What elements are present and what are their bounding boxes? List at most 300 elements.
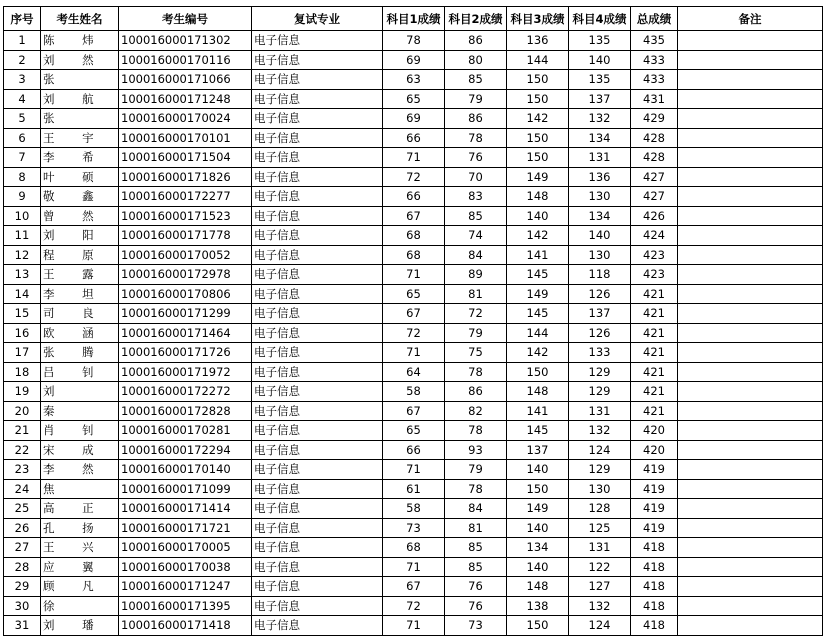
cell-id: 100016000170052	[119, 245, 252, 265]
cell-total: 423	[631, 265, 678, 285]
cell-score1: 78	[383, 31, 445, 51]
table-row	[4, 245, 823, 265]
cell-score4: 131	[569, 538, 631, 558]
cell-score4: 118	[569, 265, 631, 285]
cell-no: 30	[4, 596, 41, 616]
cell-major: 电子信息	[252, 70, 383, 90]
table-row	[4, 70, 823, 90]
cell-score2: 78	[445, 479, 507, 499]
cell-total: 423	[631, 245, 678, 265]
cell-name: 陈 炜	[41, 31, 119, 51]
cell-score4: 130	[569, 245, 631, 265]
cell-id: 100016000170116	[119, 50, 252, 70]
table-row	[4, 596, 823, 616]
cell-name: 敬 鑫	[41, 187, 119, 207]
cell-total: 429	[631, 109, 678, 129]
cell-score1: 71	[383, 148, 445, 168]
table-row	[4, 167, 823, 187]
cell-score3: 149	[507, 499, 569, 519]
cell-major: 电子信息	[252, 518, 383, 538]
cell-name: 刘 航	[41, 89, 119, 109]
cell-id: 100016000170101	[119, 128, 252, 148]
cell-score1: 68	[383, 538, 445, 558]
cell-total: 427	[631, 187, 678, 207]
cell-score1: 71	[383, 343, 445, 363]
cell-score3: 142	[507, 226, 569, 246]
cell-score2: 83	[445, 187, 507, 207]
cell-no: 1	[4, 31, 41, 51]
cell-score1: 65	[383, 284, 445, 304]
cell-no: 6	[4, 128, 41, 148]
cell-id: 100016000171066	[119, 70, 252, 90]
cell-name: 顾 凡	[41, 577, 119, 597]
table-row	[4, 382, 823, 402]
cell-major: 电子信息	[252, 440, 383, 460]
cell-total: 421	[631, 343, 678, 363]
cell-total: 431	[631, 89, 678, 109]
cell-no: 21	[4, 421, 41, 441]
cell-total: 418	[631, 616, 678, 636]
table-row	[4, 538, 823, 558]
cell-id: 100016000171248	[119, 89, 252, 109]
cell-score4: 127	[569, 577, 631, 597]
cell-major: 电子信息	[252, 206, 383, 226]
cell-id: 100016000171395	[119, 596, 252, 616]
cell-total: 419	[631, 460, 678, 480]
cell-score3: 138	[507, 596, 569, 616]
cell-score3: 141	[507, 245, 569, 265]
cell-id: 100016000172294	[119, 440, 252, 460]
cell-name: 程 原	[41, 245, 119, 265]
cell-no: 26	[4, 518, 41, 538]
cell-note	[678, 187, 823, 207]
cell-total: 421	[631, 362, 678, 382]
cell-name: 张	[41, 70, 119, 90]
cell-no: 3	[4, 70, 41, 90]
cell-id: 100016000171504	[119, 148, 252, 168]
cell-score4: 140	[569, 50, 631, 70]
cell-total: 418	[631, 538, 678, 558]
cell-score1: 71	[383, 557, 445, 577]
cell-name: 秦	[41, 401, 119, 421]
cell-score4: 132	[569, 421, 631, 441]
cell-score3: 145	[507, 304, 569, 324]
cell-no: 16	[4, 323, 41, 343]
cell-major: 电子信息	[252, 479, 383, 499]
cell-note	[678, 304, 823, 324]
cell-no: 9	[4, 187, 41, 207]
cell-major: 电子信息	[252, 128, 383, 148]
cell-score3: 141	[507, 401, 569, 421]
cell-total: 435	[631, 31, 678, 51]
cell-score4: 129	[569, 382, 631, 402]
cell-no: 11	[4, 226, 41, 246]
cell-major: 电子信息	[252, 148, 383, 168]
header-cell-no: 序号	[4, 7, 41, 31]
table-row	[4, 323, 823, 343]
table-body	[4, 31, 823, 636]
cell-major: 电子信息	[252, 31, 383, 51]
cell-score4: 129	[569, 460, 631, 480]
header-cell-score1: 科目1成绩	[383, 7, 445, 31]
cell-name: 徐	[41, 596, 119, 616]
cell-score3: 150	[507, 128, 569, 148]
table-row	[4, 148, 823, 168]
table-row	[4, 206, 823, 226]
cell-score1: 61	[383, 479, 445, 499]
cell-score4: 135	[569, 70, 631, 90]
cell-total: 421	[631, 323, 678, 343]
cell-id: 100016000172277	[119, 187, 252, 207]
cell-name: 李 坦	[41, 284, 119, 304]
cell-score2: 86	[445, 109, 507, 129]
cell-note	[678, 616, 823, 636]
cell-total: 418	[631, 577, 678, 597]
cell-score3: 137	[507, 440, 569, 460]
header-cell-major: 复试专业	[252, 7, 383, 31]
cell-note	[678, 265, 823, 285]
cell-score1: 65	[383, 89, 445, 109]
cell-score2: 86	[445, 382, 507, 402]
cell-score4: 132	[569, 109, 631, 129]
cell-score1: 69	[383, 109, 445, 129]
header-cell-name: 考生姓名	[41, 7, 119, 31]
cell-id: 100016000171826	[119, 167, 252, 187]
table-row	[4, 518, 823, 538]
cell-score4: 131	[569, 401, 631, 421]
cell-score3: 140	[507, 557, 569, 577]
cell-score1: 66	[383, 440, 445, 460]
cell-major: 电子信息	[252, 245, 383, 265]
cell-major: 电子信息	[252, 616, 383, 636]
cell-id: 100016000171726	[119, 343, 252, 363]
cell-score1: 68	[383, 245, 445, 265]
cell-score2: 81	[445, 518, 507, 538]
table-row	[4, 616, 823, 636]
cell-score3: 145	[507, 265, 569, 285]
cell-id: 100016000171721	[119, 518, 252, 538]
cell-major: 电子信息	[252, 50, 383, 70]
cell-total: 419	[631, 479, 678, 499]
cell-no: 27	[4, 538, 41, 558]
cell-id: 100016000171247	[119, 577, 252, 597]
cell-note	[678, 538, 823, 558]
cell-major: 电子信息	[252, 323, 383, 343]
table-row	[4, 109, 823, 129]
cell-score1: 69	[383, 50, 445, 70]
cell-score4: 134	[569, 128, 631, 148]
cell-score2: 79	[445, 89, 507, 109]
header-cell-score3: 科目3成绩	[507, 7, 569, 31]
cell-no: 15	[4, 304, 41, 324]
cell-no: 4	[4, 89, 41, 109]
cell-id: 100016000171299	[119, 304, 252, 324]
cell-score1: 66	[383, 128, 445, 148]
cell-score1: 71	[383, 460, 445, 480]
cell-id: 100016000172978	[119, 265, 252, 285]
cell-major: 电子信息	[252, 460, 383, 480]
cell-no: 23	[4, 460, 41, 480]
table-row	[4, 284, 823, 304]
cell-note	[678, 557, 823, 577]
cell-score2: 79	[445, 323, 507, 343]
cell-score3: 144	[507, 323, 569, 343]
cell-id: 100016000170038	[119, 557, 252, 577]
cell-name: 欧 涵	[41, 323, 119, 343]
cell-score2: 85	[445, 538, 507, 558]
cell-score1: 67	[383, 304, 445, 324]
table-row	[4, 89, 823, 109]
cell-score2: 89	[445, 265, 507, 285]
cell-name: 宋 成	[41, 440, 119, 460]
cell-name: 司 良	[41, 304, 119, 324]
cell-no: 28	[4, 557, 41, 577]
cell-major: 电子信息	[252, 89, 383, 109]
cell-score3: 150	[507, 148, 569, 168]
cell-name: 王 兴	[41, 538, 119, 558]
cell-score4: 131	[569, 148, 631, 168]
cell-score3: 145	[507, 421, 569, 441]
cell-note	[678, 362, 823, 382]
cell-id: 100016000170024	[119, 109, 252, 129]
cell-id: 100016000171418	[119, 616, 252, 636]
cell-name: 肖 钊	[41, 421, 119, 441]
cell-score2: 78	[445, 362, 507, 382]
cell-no: 17	[4, 343, 41, 363]
cell-note	[678, 596, 823, 616]
cell-score2: 75	[445, 343, 507, 363]
cell-major: 电子信息	[252, 284, 383, 304]
cell-score2: 78	[445, 421, 507, 441]
cell-id: 100016000171099	[119, 479, 252, 499]
cell-total: 427	[631, 167, 678, 187]
cell-total: 419	[631, 499, 678, 519]
cell-note	[678, 499, 823, 519]
cell-score1: 72	[383, 167, 445, 187]
cell-note	[678, 109, 823, 129]
cell-score2: 76	[445, 148, 507, 168]
cell-score1: 67	[383, 206, 445, 226]
cell-score3: 148	[507, 382, 569, 402]
cell-name: 焦	[41, 479, 119, 499]
cell-score4: 132	[569, 596, 631, 616]
table-row	[4, 401, 823, 421]
cell-name: 高 正	[41, 499, 119, 519]
cell-score3: 140	[507, 518, 569, 538]
cell-name: 王 宇	[41, 128, 119, 148]
cell-major: 电子信息	[252, 538, 383, 558]
cell-score1: 71	[383, 616, 445, 636]
cell-score1: 64	[383, 362, 445, 382]
cell-score4: 137	[569, 89, 631, 109]
cell-score1: 72	[383, 323, 445, 343]
cell-total: 433	[631, 70, 678, 90]
cell-score4: 124	[569, 616, 631, 636]
cell-note	[678, 148, 823, 168]
cell-score1: 67	[383, 401, 445, 421]
cell-no: 13	[4, 265, 41, 285]
cell-note	[678, 440, 823, 460]
cell-note	[678, 167, 823, 187]
cell-score2: 79	[445, 460, 507, 480]
cell-no: 10	[4, 206, 41, 226]
cell-no: 7	[4, 148, 41, 168]
cell-major: 电子信息	[252, 382, 383, 402]
table-row	[4, 31, 823, 51]
cell-score1: 73	[383, 518, 445, 538]
cell-total: 420	[631, 440, 678, 460]
cell-score4: 140	[569, 226, 631, 246]
cell-major: 电子信息	[252, 499, 383, 519]
cell-score4: 124	[569, 440, 631, 460]
cell-score2: 74	[445, 226, 507, 246]
cell-name: 曾 然	[41, 206, 119, 226]
cell-total: 428	[631, 128, 678, 148]
cell-score2: 86	[445, 31, 507, 51]
cell-major: 电子信息	[252, 226, 383, 246]
cell-note	[678, 577, 823, 597]
cell-score2: 80	[445, 50, 507, 70]
cell-score4: 130	[569, 479, 631, 499]
cell-score2: 93	[445, 440, 507, 460]
cell-score2: 84	[445, 499, 507, 519]
cell-name: 刘 璠	[41, 616, 119, 636]
table-row	[4, 577, 823, 597]
cell-score1: 58	[383, 382, 445, 402]
cell-score4: 126	[569, 323, 631, 343]
cell-name: 王 露	[41, 265, 119, 285]
cell-major: 电子信息	[252, 596, 383, 616]
cell-name: 吕 钊	[41, 362, 119, 382]
cell-id: 100016000171464	[119, 323, 252, 343]
cell-note	[678, 343, 823, 363]
cell-total: 421	[631, 401, 678, 421]
cell-id: 100016000172272	[119, 382, 252, 402]
cell-no: 19	[4, 382, 41, 402]
cell-name: 刘 然	[41, 50, 119, 70]
cell-name: 李 然	[41, 460, 119, 480]
cell-score3: 150	[507, 616, 569, 636]
cell-score2: 81	[445, 284, 507, 304]
table-header	[4, 7, 823, 31]
cell-total: 419	[631, 518, 678, 538]
cell-score3: 140	[507, 206, 569, 226]
cell-score2: 85	[445, 206, 507, 226]
cell-id: 100016000171972	[119, 362, 252, 382]
cell-major: 电子信息	[252, 109, 383, 129]
cell-no: 2	[4, 50, 41, 70]
cell-score1: 72	[383, 596, 445, 616]
cell-score3: 149	[507, 284, 569, 304]
cell-major: 电子信息	[252, 362, 383, 382]
table-row	[4, 128, 823, 148]
cell-name: 应 翼	[41, 557, 119, 577]
header-cell-score4: 科目4成绩	[569, 7, 631, 31]
cell-score3: 142	[507, 109, 569, 129]
cell-score4: 133	[569, 343, 631, 363]
cell-total: 418	[631, 596, 678, 616]
cell-score2: 72	[445, 304, 507, 324]
cell-total: 424	[631, 226, 678, 246]
cell-score4: 122	[569, 557, 631, 577]
cell-no: 14	[4, 284, 41, 304]
cell-score3: 150	[507, 70, 569, 90]
table-row	[4, 479, 823, 499]
cell-no: 5	[4, 109, 41, 129]
cell-score1: 65	[383, 421, 445, 441]
cell-id: 100016000170806	[119, 284, 252, 304]
cell-score3: 140	[507, 460, 569, 480]
table-row	[4, 421, 823, 441]
table-row	[4, 362, 823, 382]
cell-note	[678, 518, 823, 538]
cell-note	[678, 382, 823, 402]
score-table	[3, 6, 823, 636]
table-row	[4, 343, 823, 363]
cell-no: 12	[4, 245, 41, 265]
cell-note	[678, 70, 823, 90]
cell-total: 421	[631, 382, 678, 402]
cell-score3: 150	[507, 362, 569, 382]
cell-score2: 76	[445, 577, 507, 597]
cell-note	[678, 31, 823, 51]
cell-total: 428	[631, 148, 678, 168]
cell-id: 100016000170005	[119, 538, 252, 558]
cell-major: 电子信息	[252, 304, 383, 324]
cell-score1: 66	[383, 187, 445, 207]
cell-score1: 71	[383, 265, 445, 285]
cell-note	[678, 245, 823, 265]
cell-score1: 68	[383, 226, 445, 246]
cell-score4: 135	[569, 31, 631, 51]
cell-id: 100016000172828	[119, 401, 252, 421]
cell-total: 426	[631, 206, 678, 226]
cell-note	[678, 460, 823, 480]
cell-note	[678, 226, 823, 246]
table-row	[4, 499, 823, 519]
cell-id: 100016000171778	[119, 226, 252, 246]
header-row	[4, 7, 823, 31]
cell-total: 418	[631, 557, 678, 577]
cell-note	[678, 128, 823, 148]
cell-score4: 137	[569, 304, 631, 324]
cell-score2: 78	[445, 128, 507, 148]
cell-score1: 67	[383, 577, 445, 597]
cell-no: 24	[4, 479, 41, 499]
cell-score4: 129	[569, 362, 631, 382]
cell-score4: 128	[569, 499, 631, 519]
header-cell-id: 考生编号	[119, 7, 252, 31]
cell-score3: 142	[507, 343, 569, 363]
cell-no: 25	[4, 499, 41, 519]
cell-score3: 150	[507, 479, 569, 499]
cell-score4: 130	[569, 187, 631, 207]
cell-id: 100016000171302	[119, 31, 252, 51]
cell-name: 张	[41, 109, 119, 129]
cell-name: 刘 阳	[41, 226, 119, 246]
cell-note	[678, 401, 823, 421]
table-row	[4, 440, 823, 460]
cell-id: 100016000170140	[119, 460, 252, 480]
header-cell-score2: 科目2成绩	[445, 7, 507, 31]
table-row	[4, 265, 823, 285]
cell-note	[678, 284, 823, 304]
cell-score2: 82	[445, 401, 507, 421]
cell-no: 20	[4, 401, 41, 421]
cell-score3: 148	[507, 187, 569, 207]
cell-score4: 125	[569, 518, 631, 538]
cell-major: 电子信息	[252, 343, 383, 363]
